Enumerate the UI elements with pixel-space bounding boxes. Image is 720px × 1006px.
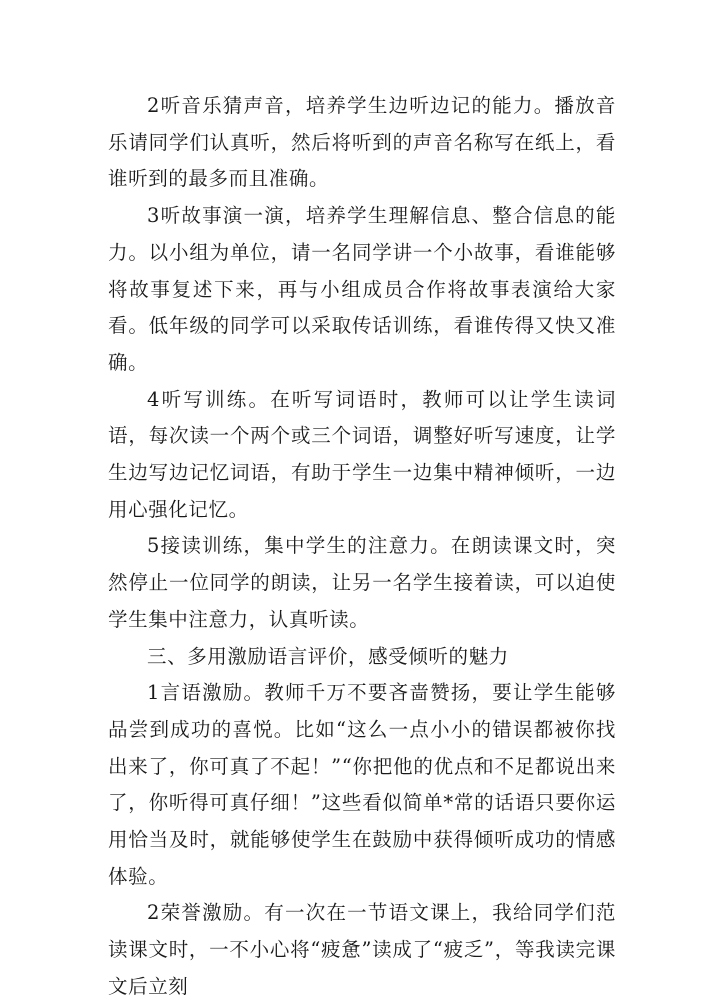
paragraph-honor-praise: 2荣誉激励。有一次在一节语文课上，我给同学们范读课文时，一不小心将“疲惫”读成了“疲乏”，等我读完课文后立刻 — [108, 901, 616, 998]
paragraph-listen-music: 2听音乐猜声音，培养学生边听边记的能力。播放音乐请同学们认真听，然后将听到的声音名称写在纸上，看谁听到的最多而且准确。 — [108, 94, 616, 191]
document-page — [108, 88, 616, 1006]
section-heading: 三、多用激励语言评价，感受倾听的魅力 — [147, 644, 509, 668]
paragraph-listen-story: 3听故事演一演，培养学生理解信息、整合信息的能力。以小组为单位，请一名同学讲一个小故事，看谁能够将故事复述下来，再与小组成员合作将故事表演给大家看。低年级的同学可以采取传话训练，看谁传得又快又准确。 — [108, 204, 616, 374]
paragraph-dictation: 4听写训练。在听写词语时，教师可以让学生读词语，每次读一个两个或三个词语，调整好听写速度，让学生边写边记忆词语，有助于学生一边集中精神倾听，一边用心强化记忆。 — [108, 387, 616, 521]
paragraph-verbal-praise: 1言语激励。教师千万不要吝啬赞扬，要让学生能够品尝到成功的喜悦。比如“这么一点小小的错误都被你找出来了，你可真了不起！”“你把他的优点和不足都说出来了，你听得可真仔细！”这些看似简单*常的话语只要你运用恰当及时，就能够使学生在鼓励中获得倾听成功的情感体验。 — [108, 681, 616, 888]
paragraph-relay-reading: 5接读训练，集中学生的注意力。在朗读课文时，突然停止一位同学的朗读，让另一名学生接着读，可以迫使学生集中注意力，认真听读。 — [108, 534, 616, 631]
